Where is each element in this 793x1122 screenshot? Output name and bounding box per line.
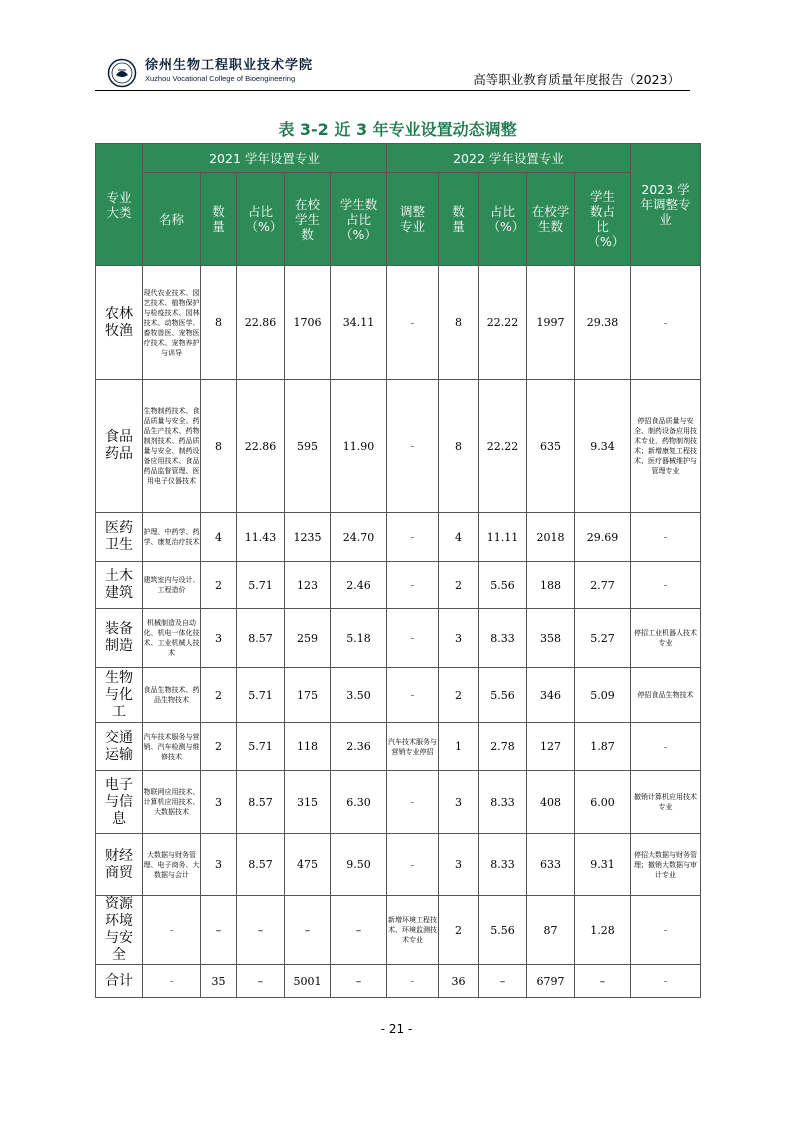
- row-student-ratio-2021: 24.70: [331, 513, 387, 562]
- row-count-2022: 4: [439, 513, 479, 562]
- row-category: [96, 513, 143, 562]
- row-ratio-2022: 8.33: [479, 609, 527, 668]
- row-students-2022: 188: [527, 562, 575, 609]
- school-name-cn: 徐州生物工程职业技术学院: [145, 58, 314, 73]
- row-students-2021: 1235: [285, 513, 331, 562]
- major-adjustment-table: [95, 143, 701, 998]
- row-student-ratio-2022: 5.09: [575, 668, 631, 723]
- row-names-2021: 现代农业技术、园艺技术、植物保护与检疫技术、园林技术、动物医学、畜牧兽医、宠物医疗技术、宠物养护与训导: [143, 266, 201, 380]
- college-logo: [107, 58, 137, 88]
- row-adj-2023: –: [631, 562, 701, 609]
- header-rule: [95, 90, 690, 91]
- row-adj-2023: –: [631, 513, 701, 562]
- header-group-2022: 2022 学年设置专业: [387, 144, 631, 173]
- row-count-2021: 8: [201, 266, 237, 380]
- row-ratio-2022: 2.78: [479, 723, 527, 771]
- row-student-ratio-2022: 5.27: [575, 609, 631, 668]
- row-count-2021: –: [201, 896, 237, 965]
- row-student-ratio-2021: –: [331, 896, 387, 965]
- row-students-2021: 259: [285, 609, 331, 668]
- row-ratio-2021: –: [237, 896, 285, 965]
- row-students-2022: 6797: [527, 965, 575, 998]
- row-count-2022: 3: [439, 834, 479, 896]
- row-students-2022: 635: [527, 380, 575, 513]
- row-category: [96, 896, 143, 965]
- row-adj-2023: –: [631, 965, 701, 998]
- row-count-2021: 3: [201, 609, 237, 668]
- row-student-ratio-2021: 3.50: [331, 668, 387, 723]
- header-student-ratio: 学生数占比（%）: [331, 173, 387, 266]
- table-body: [96, 266, 701, 998]
- row-names-2021: 汽车技术服务与营销、汽车检测与维修技术: [143, 723, 201, 771]
- row-count-2022: 2: [439, 668, 479, 723]
- row-ratio-2021: 22.86: [237, 380, 285, 513]
- row-student-ratio-2022: 1.87: [575, 723, 631, 771]
- row-students-2022: 1997: [527, 266, 575, 380]
- row-count-2021: 8: [201, 380, 237, 513]
- table-row: [96, 266, 701, 380]
- row-ratio-2022: 22.22: [479, 380, 527, 513]
- row-adj-2023: 停招大数据与财务管理；撤销大数据与审计专业: [631, 834, 701, 896]
- row-count-2022: 2: [439, 896, 479, 965]
- header-count: 数量: [201, 173, 237, 266]
- row-student-ratio-2022: 29.38: [575, 266, 631, 380]
- header-ratio: 占比（%）: [237, 173, 285, 266]
- row-ratio-2022: –: [479, 965, 527, 998]
- row-student-ratio-2021: 2.36: [331, 723, 387, 771]
- row-category: [96, 668, 143, 723]
- row-students-2022: 358: [527, 609, 575, 668]
- row-adjust-2022: –: [387, 562, 439, 609]
- row-student-ratio-2021: 5.18: [331, 609, 387, 668]
- row-count-2022: 8: [439, 380, 479, 513]
- header-students: 在校学生数: [285, 173, 331, 266]
- row-category: [96, 965, 143, 998]
- row-adj-2023: –: [631, 723, 701, 771]
- row-ratio-2021: –: [237, 965, 285, 998]
- row-names-2021: –: [143, 965, 201, 998]
- row-category-label: 土木建筑: [105, 568, 133, 601]
- row-adj-2023: 停招工业机器人技术专业: [631, 609, 701, 668]
- row-category: [96, 380, 143, 513]
- header-ratio-2022: 占比（%）: [479, 173, 527, 266]
- row-ratio-2021: 11.43: [237, 513, 285, 562]
- row-adj-2023: –: [631, 896, 701, 965]
- row-students-2021: –: [285, 896, 331, 965]
- row-count-2021: 4: [201, 513, 237, 562]
- row-count-2021: 2: [201, 668, 237, 723]
- row-students-2022: 127: [527, 723, 575, 771]
- row-ratio-2021: 5.71: [237, 723, 285, 771]
- row-ratio-2021: 8.57: [237, 609, 285, 668]
- row-adjust-2022: –: [387, 609, 439, 668]
- row-category-label: 合计: [105, 972, 133, 989]
- row-category-label: 财经商贸: [105, 847, 133, 881]
- row-adjust-2022: –: [387, 834, 439, 896]
- row-count-2022: 3: [439, 609, 479, 668]
- row-category-label: 资源环境与安全: [105, 896, 133, 963]
- row-ratio-2022: 8.33: [479, 834, 527, 896]
- row-adjust-2022: –: [387, 380, 439, 513]
- table-row: [96, 771, 701, 834]
- row-ratio-2021: 5.71: [237, 562, 285, 609]
- row-students-2022: 87: [527, 896, 575, 965]
- row-adjust-2022: –: [387, 266, 439, 380]
- row-ratio-2021: 22.86: [237, 266, 285, 380]
- row-ratio-2022: 5.56: [479, 562, 527, 609]
- header-name: 名称: [143, 173, 201, 266]
- row-student-ratio-2021: 34.11: [331, 266, 387, 380]
- row-category-label: 装备制造: [105, 621, 133, 654]
- row-names-2021: 护理、中药学、药学、康复治疗技术: [143, 513, 201, 562]
- header-students-2022: 在校学生数: [527, 173, 575, 266]
- row-student-ratio-2022: –: [575, 965, 631, 998]
- row-category: [96, 723, 143, 771]
- report-title: 高等职业教育质量年度报告（2023）: [473, 72, 680, 87]
- row-category-label: 医药卫生: [105, 520, 133, 553]
- row-ratio-2022: 22.22: [479, 266, 527, 380]
- row-students-2022: 2018: [527, 513, 575, 562]
- row-category: [96, 266, 143, 380]
- row-category: [96, 834, 143, 896]
- row-names-2021: 物联网应用技术、计算机应用技术、大数据技术: [143, 771, 201, 834]
- row-category: [96, 562, 143, 609]
- row-adjust-2022: –: [387, 513, 439, 562]
- table-row: [96, 668, 701, 723]
- row-adj-2023: –: [631, 266, 701, 380]
- row-count-2021: 35: [201, 965, 237, 998]
- row-adjust-2022: 新增环境工程技术、环境监测技术专业: [387, 896, 439, 965]
- row-category-label: 农林牧渔: [105, 305, 133, 339]
- row-category-label: 生物与化工: [105, 669, 133, 720]
- row-students-2021: 475: [285, 834, 331, 896]
- row-count-2022: 8: [439, 266, 479, 380]
- table-row: [96, 380, 701, 513]
- row-student-ratio-2021: 6.30: [331, 771, 387, 834]
- row-student-ratio-2021: 9.50: [331, 834, 387, 896]
- row-category-label: 交通运输: [105, 729, 133, 763]
- row-category: [96, 609, 143, 668]
- header-category: 专业大类: [96, 144, 143, 266]
- table-row: [96, 834, 701, 896]
- header-count-2022: 数量: [439, 173, 479, 266]
- row-adjust-2022: –: [387, 668, 439, 723]
- row-count-2021: 3: [201, 834, 237, 896]
- row-adjust-2022: 汽车技术服务与营销专业停招: [387, 723, 439, 771]
- row-ratio-2021: 5.71: [237, 668, 285, 723]
- table-row: [96, 723, 701, 771]
- row-student-ratio-2021: 2.46: [331, 562, 387, 609]
- row-students-2021: 175: [285, 668, 331, 723]
- row-students-2021: 118: [285, 723, 331, 771]
- row-student-ratio-2022: 9.31: [575, 834, 631, 896]
- header-adj-2023: 2023 学年调整专业: [631, 144, 701, 266]
- row-student-ratio-2022: 1.28: [575, 896, 631, 965]
- row-category-label: 电子与信息: [105, 776, 133, 827]
- row-student-ratio-2022: 6.00: [575, 771, 631, 834]
- row-students-2022: 346: [527, 668, 575, 723]
- row-names-2021: –: [143, 896, 201, 965]
- row-students-2022: 408: [527, 771, 575, 834]
- row-names-2021: 生物制药技术、食品质量与安全、药品生产技术、药物制剂技术、药品质量与安全、制药设备应用技术、食品药品监督管理、医用电子仪器技术: [143, 380, 201, 513]
- header-student-ratio-2022: 学生数占比（%）: [575, 173, 631, 266]
- row-category: [96, 771, 143, 834]
- table-caption: 表 3-2 近 3 年专业设置动态调整: [278, 120, 517, 139]
- table-row: [96, 896, 701, 965]
- row-student-ratio-2022: 29.69: [575, 513, 631, 562]
- row-student-ratio-2022: 2.77: [575, 562, 631, 609]
- school-name-block: [145, 54, 313, 83]
- row-names-2021: 机械制造及自动化、机电一体化技术、工业机械人技术: [143, 609, 201, 668]
- row-adj-2023: 撤销计算机应用技术专业: [631, 771, 701, 834]
- row-ratio-2021: 8.57: [237, 771, 285, 834]
- row-students-2021: 1706: [285, 266, 331, 380]
- row-category-label: 食品药品: [105, 429, 133, 462]
- row-students-2021: 5001: [285, 965, 331, 998]
- row-ratio-2022: 5.56: [479, 668, 527, 723]
- row-ratio-2022: 5.56: [479, 896, 527, 965]
- row-adj-2023: 停招食品生物技术: [631, 668, 701, 723]
- row-count-2022: 2: [439, 562, 479, 609]
- row-student-ratio-2021: 11.90: [331, 380, 387, 513]
- total-row: [96, 965, 701, 998]
- table-row: [96, 609, 701, 668]
- row-students-2021: 123: [285, 562, 331, 609]
- table-row: [96, 513, 701, 562]
- row-adjust-2022: –: [387, 965, 439, 998]
- row-ratio-2022: 11.11: [479, 513, 527, 562]
- row-count-2021: 2: [201, 723, 237, 771]
- table-row: [96, 562, 701, 609]
- row-count-2021: 2: [201, 562, 237, 609]
- row-count-2022: 1: [439, 723, 479, 771]
- row-adj-2023: 停招食品质量与安全、制药设备应用技术专业，药物制剂技术；新增康复工程技术、医疗器械维护与管理专业: [631, 380, 701, 513]
- school-name-en: Xuzhou Vocational College of Bioengineering: [145, 74, 296, 83]
- row-adjust-2022: –: [387, 771, 439, 834]
- row-students-2021: 595: [285, 380, 331, 513]
- row-names-2021: 建筑室内与设计、工程造价: [143, 562, 201, 609]
- row-students-2021: 315: [285, 771, 331, 834]
- row-students-2022: 633: [527, 834, 575, 896]
- row-count-2021: 3: [201, 771, 237, 834]
- row-count-2022: 3: [439, 771, 479, 834]
- row-ratio-2021: 8.57: [237, 834, 285, 896]
- row-student-ratio-2021: –: [331, 965, 387, 998]
- page-number: - 21 -: [380, 1022, 413, 1036]
- row-names-2021: 食品生物技术、药品生物技术: [143, 668, 201, 723]
- row-student-ratio-2022: 9.34: [575, 380, 631, 513]
- row-ratio-2022: 8.33: [479, 771, 527, 834]
- header-group-2021: 2021 学年设置专业: [143, 144, 387, 173]
- row-count-2022: 36: [439, 965, 479, 998]
- header-adjust: 调整专业: [387, 173, 439, 266]
- row-names-2021: 大数据与财务管理、电子商务、大数据与会计: [143, 834, 201, 896]
- page-header: [95, 48, 690, 92]
